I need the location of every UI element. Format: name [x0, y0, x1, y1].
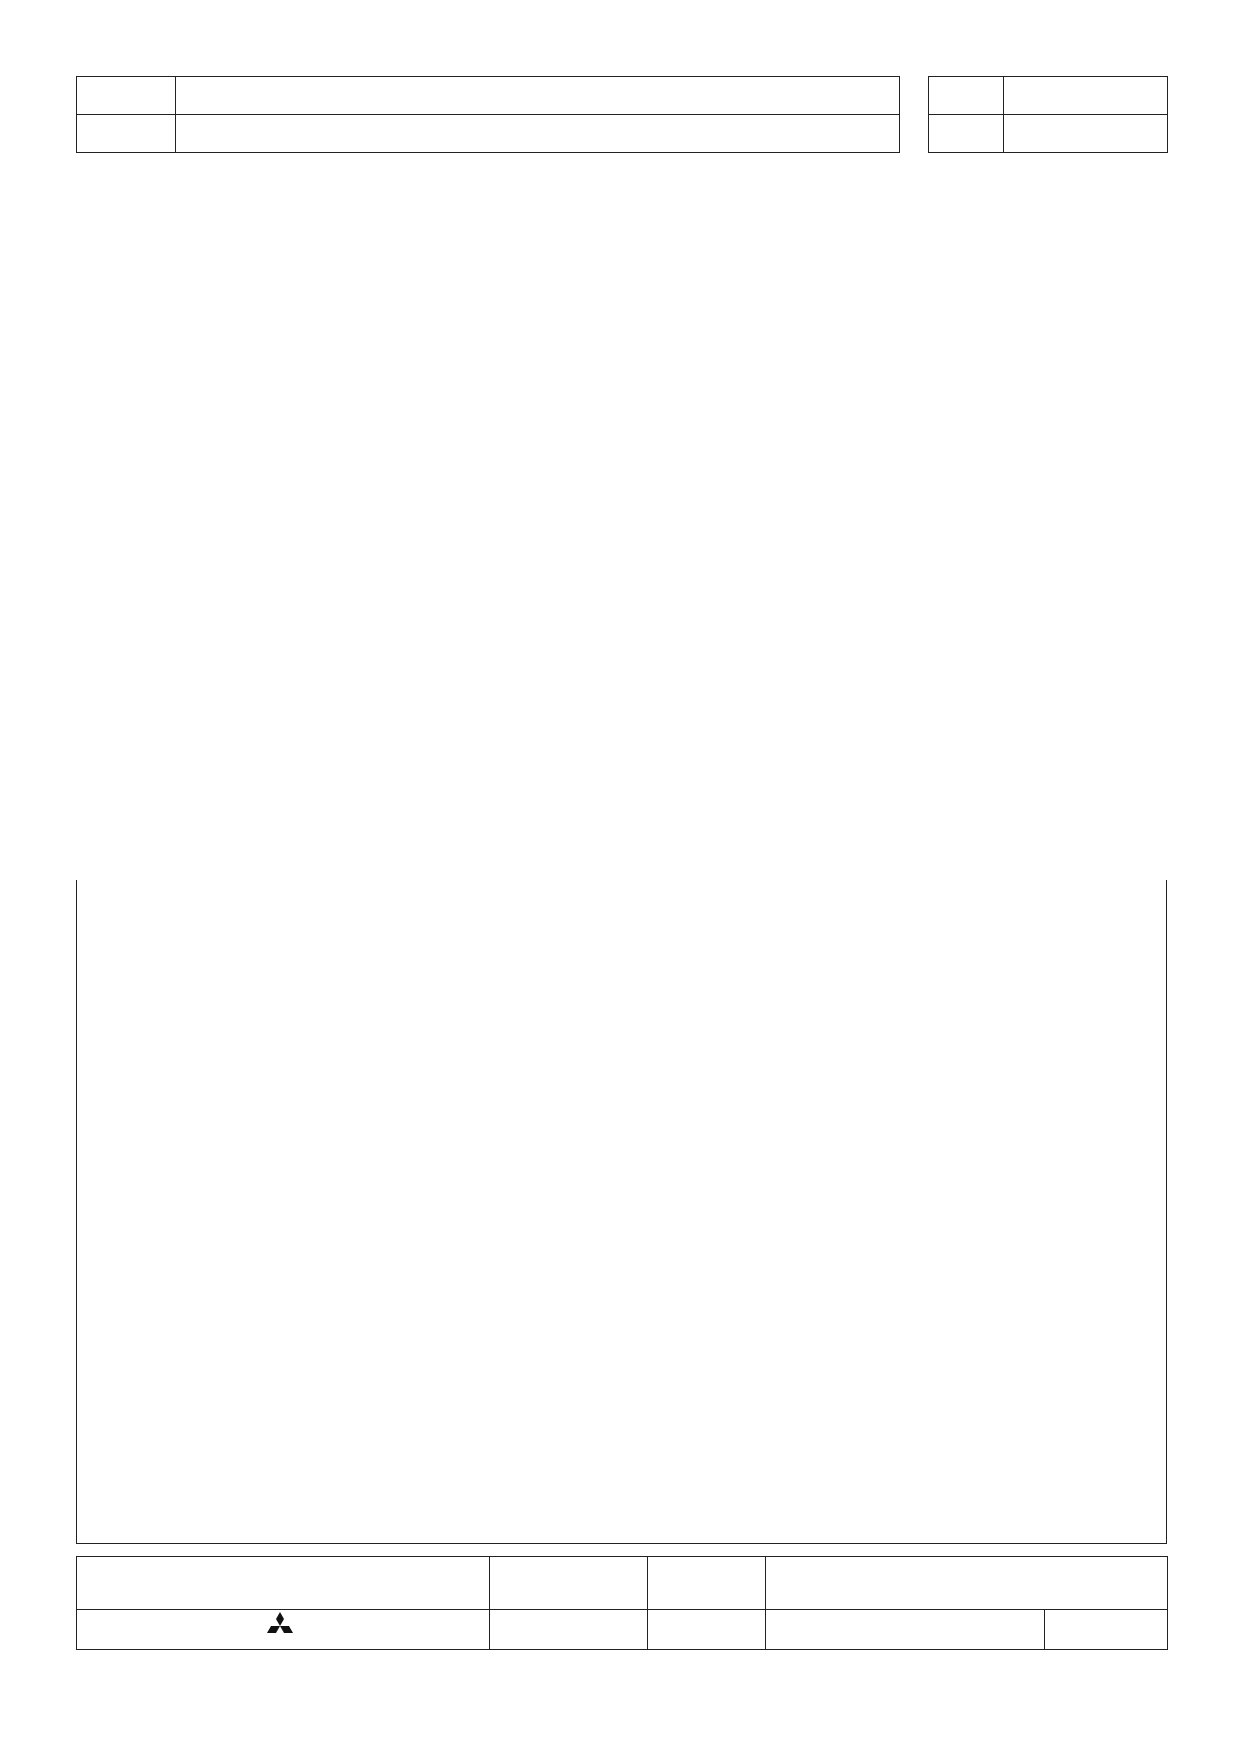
footer-table	[76, 1556, 1168, 1650]
model-label	[77, 115, 176, 153]
created-label	[490, 1557, 648, 1610]
ref-label	[648, 1610, 766, 1650]
characteristic-chart	[110, 915, 550, 1425]
count-table	[928, 76, 1168, 153]
mitsubishi-logo-icon	[263, 1612, 297, 1648]
created-date	[490, 1610, 648, 1650]
header-table	[76, 76, 900, 153]
model-name	[176, 115, 900, 153]
product-label	[77, 77, 176, 115]
mark-label	[929, 115, 1004, 153]
page-number	[1045, 1610, 1168, 1650]
product-name	[176, 77, 900, 115]
doc-title	[77, 1557, 490, 1610]
qr-code-icon[interactable]	[1078, 1220, 1140, 1282]
count-value	[1004, 77, 1168, 115]
count-label	[929, 77, 1004, 115]
ref-number	[766, 1610, 1045, 1650]
mark-value	[1004, 115, 1168, 153]
